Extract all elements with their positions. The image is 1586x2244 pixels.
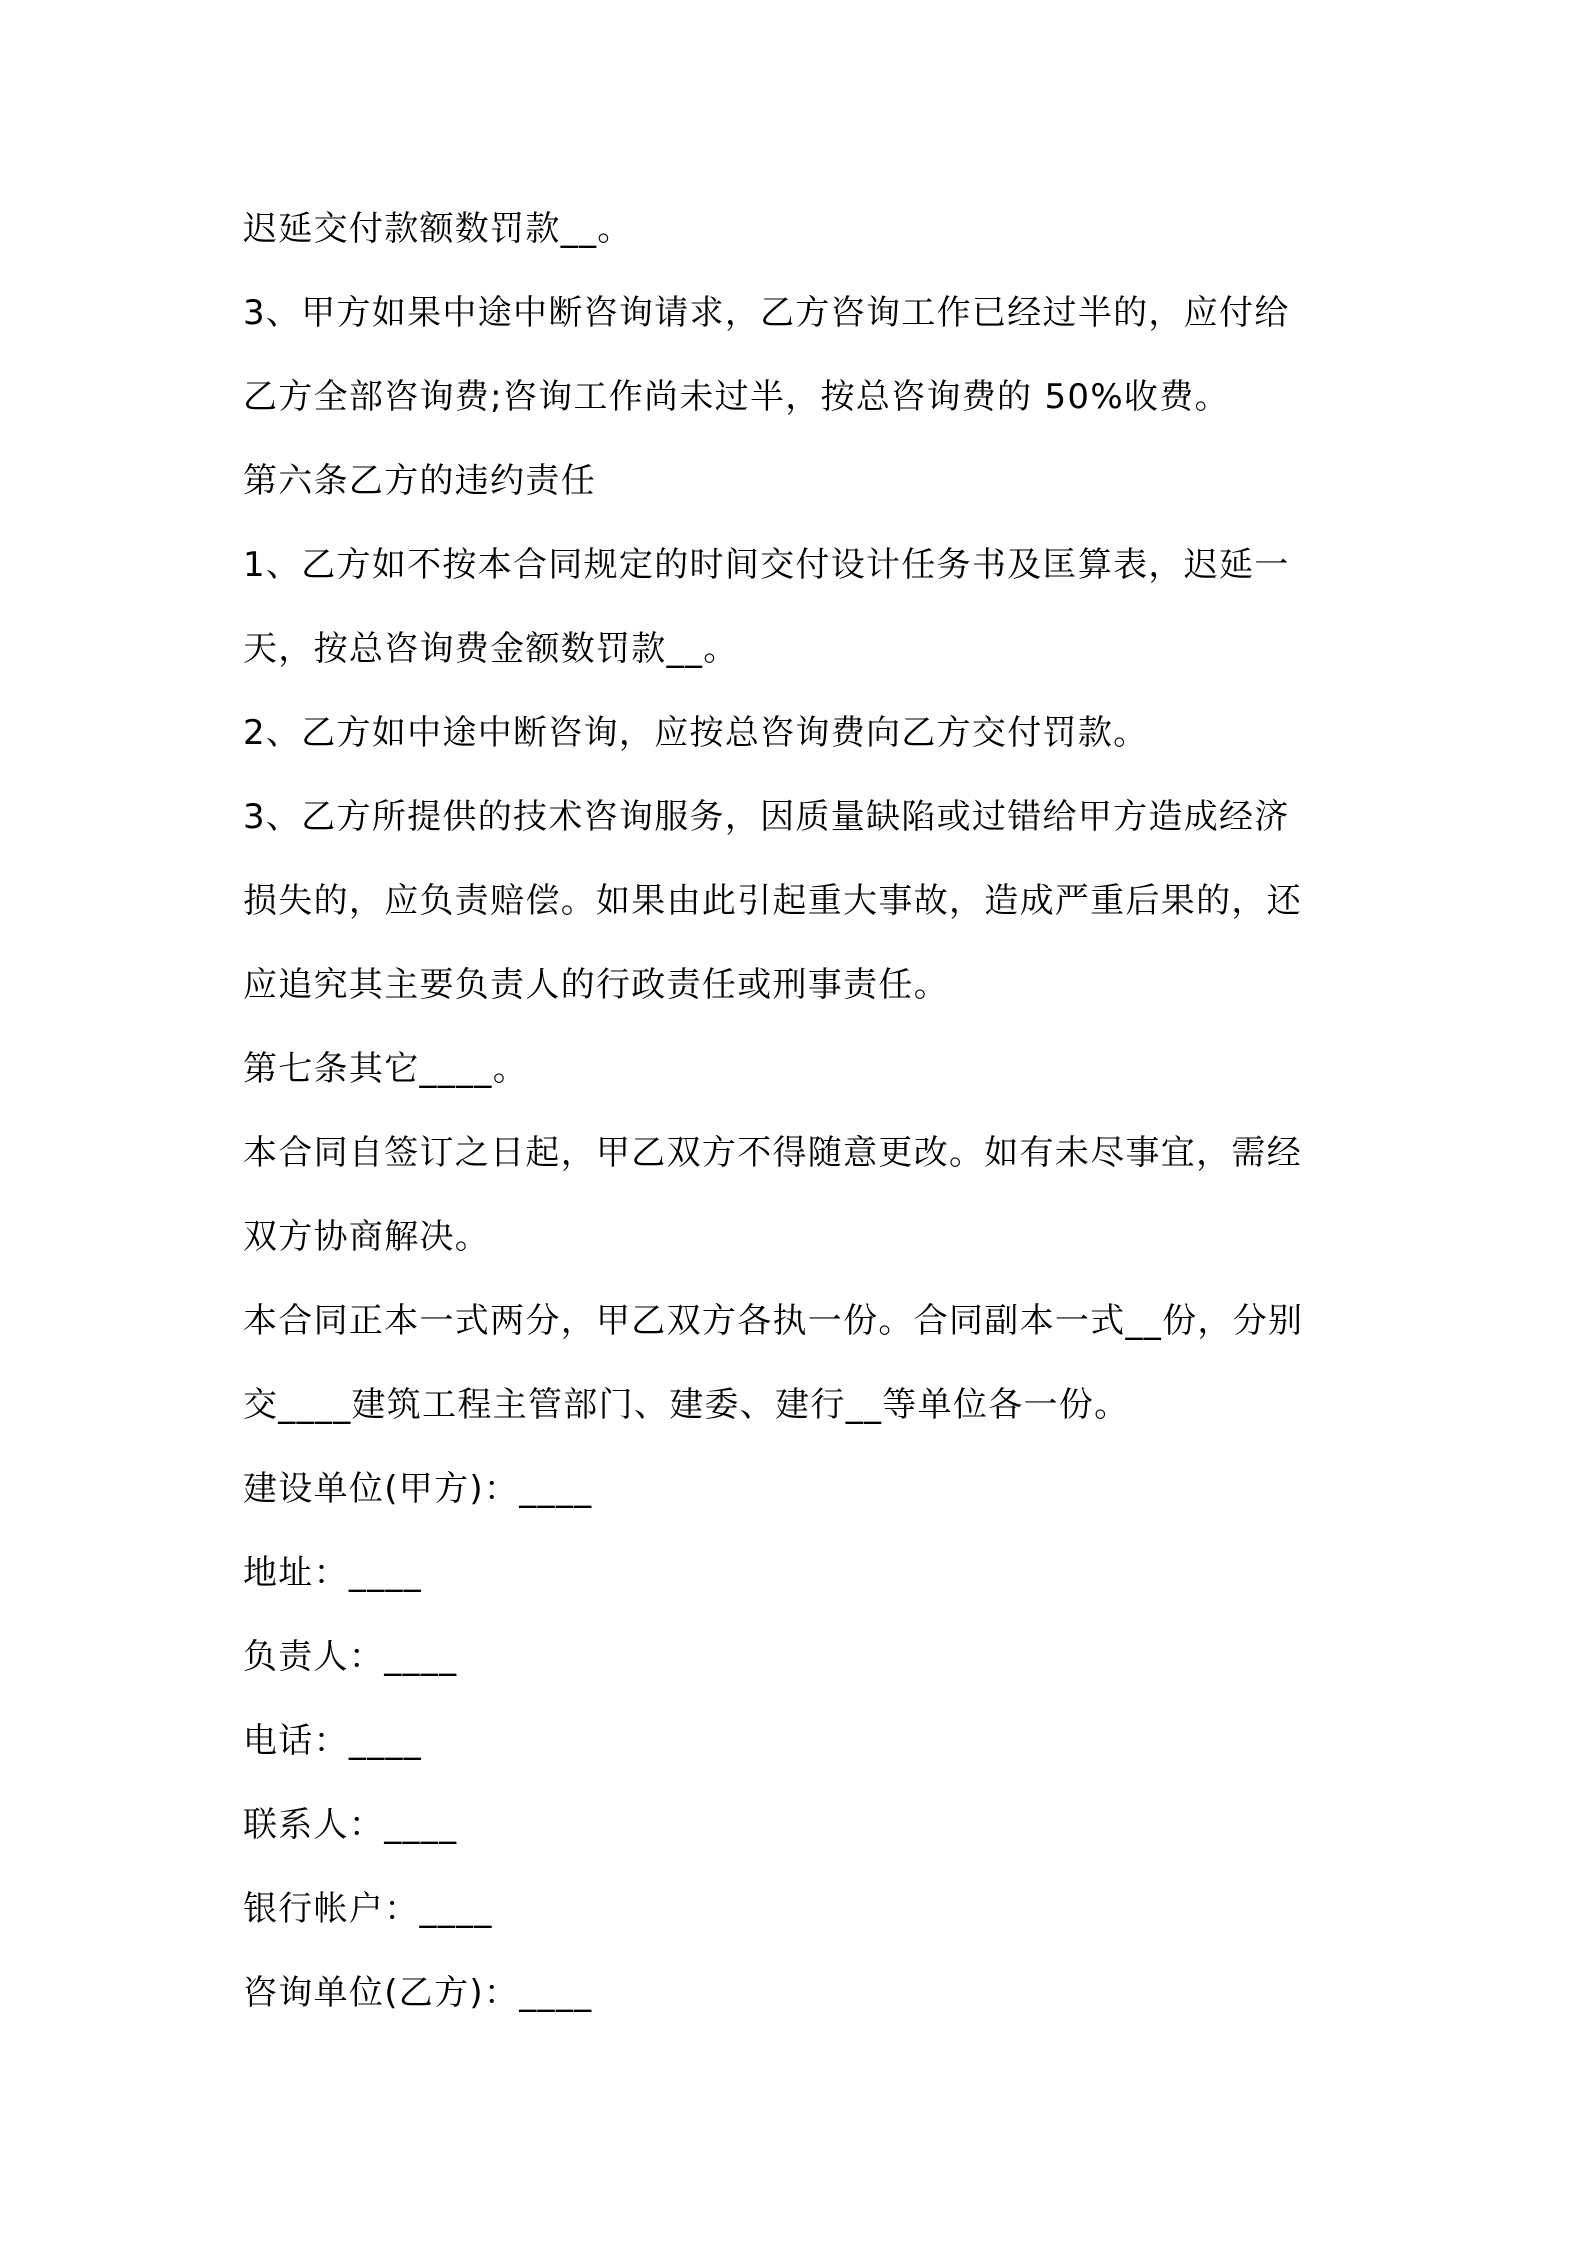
section-heading: 第六条乙方的违约责任: [243, 461, 596, 501]
text-line: 交____建筑工程主管部门、建委、建行__等单位各一份。: [243, 1385, 1130, 1425]
text-line: 乙方全部咨询费;咨询工作尚未过半，按总咨询费的 50%收费。: [243, 377, 1230, 417]
form-field-phone: 电话：____: [243, 1721, 423, 1761]
text-line: 应追究其主要负责人的行政责任或刑事责任。: [243, 965, 949, 1005]
form-field-party-b: 咨询单位(乙方)：____: [243, 1973, 593, 2013]
form-field-contact: 联系人：____: [243, 1805, 458, 1845]
form-field-party-a: 建设单位(甲方)：____: [243, 1469, 593, 1509]
text-line: 3、乙方所提供的技术咨询服务，因质量缺陷或过错给甲方造成经济: [243, 797, 1290, 837]
form-field-address: 地址：____: [243, 1553, 423, 1593]
section-heading: 第七条其它____。: [243, 1049, 528, 1089]
text-line: 本合同正本一式两分，甲乙双方各执一份。合同副本一式__份，分别: [243, 1301, 1304, 1341]
text-line: 2、乙方如中途中断咨询，应按总咨询费向乙方交付罚款。: [243, 713, 1149, 753]
text-line: 本合同自签订之日起，甲乙双方不得随意更改。如有未尽事宜，需经: [243, 1133, 1302, 1173]
text-line: 3、甲方如果中途中断咨询请求，乙方咨询工作已经过半的，应付给: [243, 293, 1290, 333]
text-line: 损失的，应负责赔偿。如果由此引起重大事故，造成严重后果的，还: [243, 881, 1302, 921]
text-line: 双方协商解决。: [243, 1217, 491, 1257]
form-field-responsible-person: 负责人：____: [243, 1637, 458, 1677]
form-field-bank-account: 银行帐户：____: [243, 1889, 493, 1929]
text-line: 迟延交付款额数罚款__。: [243, 209, 633, 249]
text-line: 天，按总咨询费金额数罚款__。: [243, 629, 739, 669]
text-line: 1、乙方如不按本合同规定的时间交付设计任务书及匡算表，迟延一: [243, 545, 1290, 585]
